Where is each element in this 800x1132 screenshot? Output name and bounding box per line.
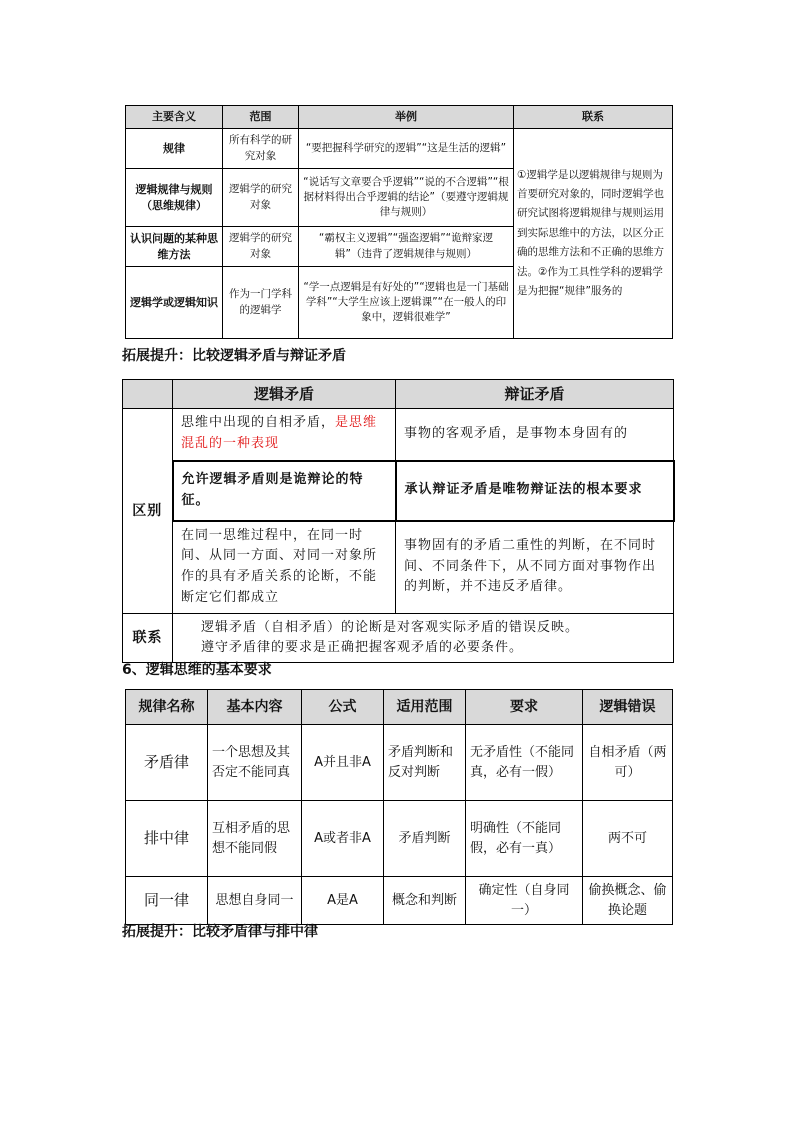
section-heading-requirements: 6、逻辑思维的基本要求 xyxy=(122,662,272,678)
logic-highlight-text: 是思维混乱的一种表现 xyxy=(181,415,378,452)
header-error: 逻辑错误 xyxy=(583,690,673,725)
table-row xyxy=(123,461,674,521)
logic-text: 思维中出现的自相矛盾， xyxy=(181,415,336,431)
dialectic-cell: 承认辩证矛盾是唯物辩证法的根本要求 xyxy=(396,461,674,521)
header-logic-contradiction: 逻辑矛盾 xyxy=(173,380,396,409)
logic-cell xyxy=(173,409,396,461)
dialectic-cell: 事物固有的矛盾二重性的判断，在不同时间、不同条件下，从不同方面对事物作出的判断，并不违反矛盾律。 xyxy=(396,521,674,614)
law-scope: 矛盾判断和反对判断 xyxy=(384,725,466,801)
contradiction-table-header xyxy=(123,380,674,409)
example-cell: “霸权主义逻辑”“强盗逻辑”“诡辩家逻辑”（违背了逻辑规律与规则） xyxy=(299,227,514,267)
law-requirement: 明确性（不能同假，必有一真） xyxy=(466,801,583,877)
meaning-table-header xyxy=(126,106,673,129)
relation-cell: ①逻辑学是以逻辑规律与规则为首要研究对象的，同时逻辑学也研究试图将逻辑规律与规则运用到实际思维中的方法，以区分正确的思维方法和不正确的思维方法。②作为工具性学科的逻辑学是为把握“规律”服务的 xyxy=(514,129,673,339)
relation-line: 遵守矛盾律的要求是正确把握客观矛盾的必要条件。 xyxy=(201,639,524,655)
law-formula: A并且非A xyxy=(302,725,384,801)
law-requirement: 无矛盾性（不能同真，必有一假） xyxy=(466,725,583,801)
meaning-cell: 认识问题的某种思维方法 xyxy=(126,227,223,267)
meaning-cell: 逻辑规律与规则（思维规律） xyxy=(126,169,223,227)
scope-cell: 所有科学的研究对象 xyxy=(223,129,299,169)
relation-line: 逻辑矛盾（自相矛盾）的论断是对客观实际矛盾的错误反映。 xyxy=(201,619,580,635)
law-formula: A或者非A xyxy=(302,801,384,877)
header-formula: 公式 xyxy=(302,690,384,725)
meaning-table xyxy=(125,105,673,339)
law-content: 思想自身同一 xyxy=(208,877,302,925)
law-error: 偷换概念、偷换论题 xyxy=(583,877,673,925)
table-row xyxy=(123,613,674,662)
dialectic-cell: 事物的客观矛盾，是事物本身固有的 xyxy=(396,409,674,461)
example-cell: “学一点逻辑是有好处的”“逻辑也是一门基础学科”“大学生应该上逻辑课”“在一般人的印象中，逻辑很难学” xyxy=(299,267,514,339)
contradiction-table xyxy=(122,379,675,663)
header-relation: 联系 xyxy=(514,106,673,129)
table-row xyxy=(126,877,673,925)
header-example: 举例 xyxy=(299,106,514,129)
section-heading-comparison: 拓展提升：比较矛盾律与排中律 xyxy=(122,924,318,940)
table-row xyxy=(123,521,674,614)
header-requirement: 要求 xyxy=(466,690,583,725)
logic-cell: 在同一思维过程中，在同一时间、从同一方面、对同一对象所作的具有矛盾关系的论断，不能断定它们都成立 xyxy=(173,521,396,614)
law-table xyxy=(125,689,673,925)
meaning-cell: 规律 xyxy=(126,129,223,169)
scope-cell: 作为一门学科的逻辑学 xyxy=(223,267,299,339)
header-blank xyxy=(123,380,173,409)
scope-cell: 逻辑学的研究对象 xyxy=(223,227,299,267)
law-name: 排中律 xyxy=(126,801,208,877)
example-cell: “说话写文章要合乎逻辑”“说的不合逻辑”“根据材料得出合乎逻辑的结论”（要遵守逻辑规律与规则） xyxy=(299,169,514,227)
header-content: 基本内容 xyxy=(208,690,302,725)
law-scope: 概念和判断 xyxy=(384,877,466,925)
header-law-name: 规律名称 xyxy=(126,690,208,725)
law-content: 互相矛盾的思想不能同假 xyxy=(208,801,302,877)
law-error: 自相矛盾（两可） xyxy=(583,725,673,801)
law-requirement: 确定性（自身同一） xyxy=(466,877,583,925)
header-dialectic-contradiction: 辩证矛盾 xyxy=(396,380,674,409)
logic-cell: 允许逻辑矛盾则是诡辩论的特征。 xyxy=(173,461,396,521)
table-row xyxy=(126,725,673,801)
relation-cell xyxy=(173,613,674,662)
law-error: 两不可 xyxy=(583,801,673,877)
law-content: 一个思想及其否定不能同真 xyxy=(208,725,302,801)
meaning-cell: 逻辑学或逻辑知识 xyxy=(126,267,223,339)
section-heading-contradiction: 拓展提升：比较逻辑矛盾与辩证矛盾 xyxy=(122,348,346,364)
law-name: 矛盾律 xyxy=(126,725,208,801)
example-cell: “要把握科学研究的逻辑”“这是生活的逻辑” xyxy=(299,129,514,169)
scope-cell: 逻辑学的研究对象 xyxy=(223,169,299,227)
difference-label: 区别 xyxy=(123,409,173,614)
law-name: 同一律 xyxy=(126,877,208,925)
law-table-header xyxy=(126,690,673,725)
table-row xyxy=(123,409,674,461)
table-row xyxy=(126,129,673,169)
table-row xyxy=(126,801,673,877)
header-scope: 范围 xyxy=(223,106,299,129)
header-meaning: 主要含义 xyxy=(126,106,223,129)
header-scope: 适用范围 xyxy=(384,690,466,725)
relation-label: 联系 xyxy=(123,613,173,662)
law-formula: A是A xyxy=(302,877,384,925)
law-scope: 矛盾判断 xyxy=(384,801,466,877)
